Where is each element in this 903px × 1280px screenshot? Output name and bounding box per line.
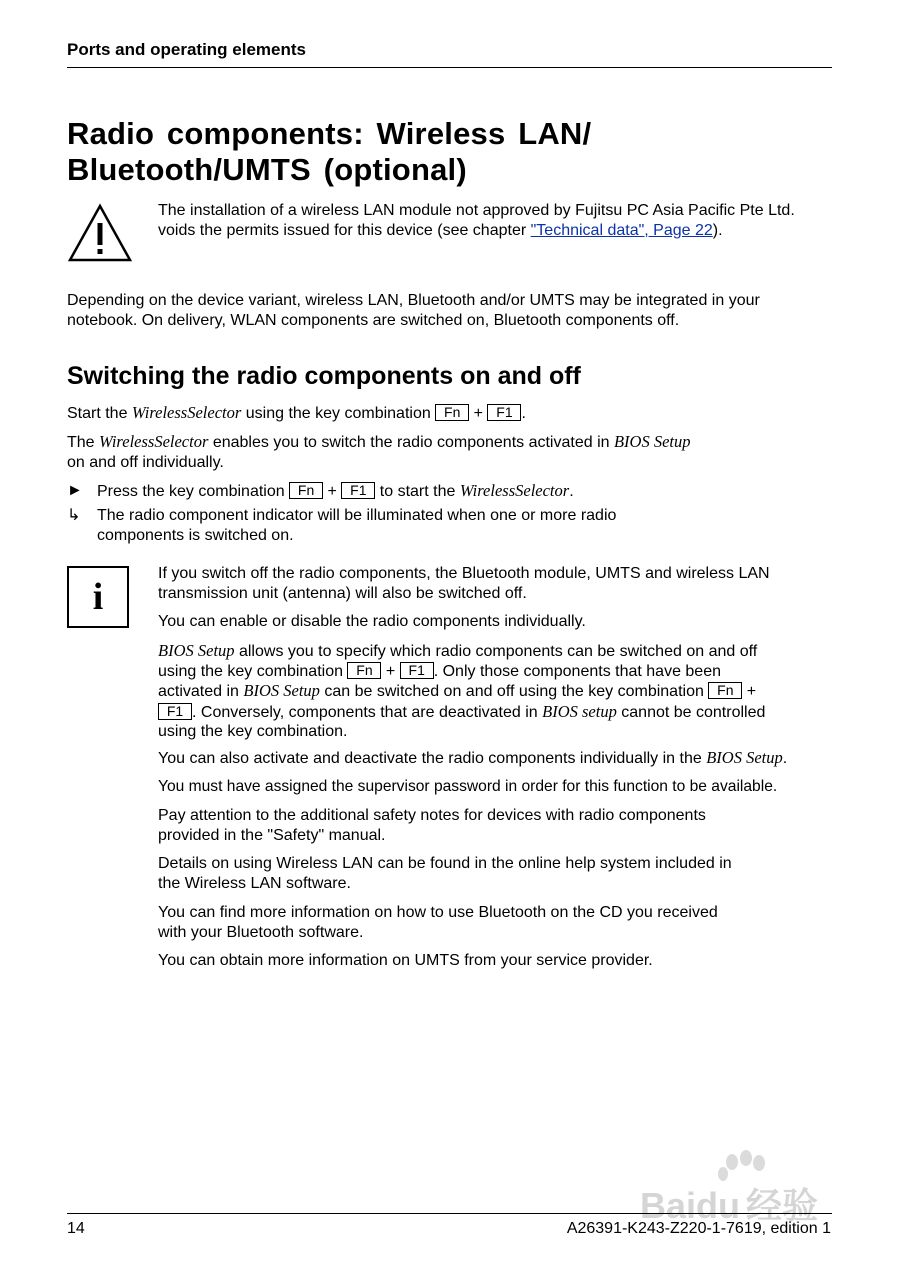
warning-text: The installation of a wireless LAN module not approved by Fujitsu PC Asia Pacific Pte Ltd. voids the permits issued for this device (see chapter "Technical data", Page 22). <box>158 202 795 239</box>
section-title <box>67 116 591 188</box>
f1-key: F1 <box>400 662 434 679</box>
warning-icon <box>67 203 133 263</box>
info-p9: You can obtain more information on UMTS from your service provider. <box>158 952 653 969</box>
step-bullet: ► <box>67 482 83 499</box>
f1-key: F1 <box>341 482 375 499</box>
f1-key: F1 <box>487 404 521 421</box>
header-rule <box>67 67 832 68</box>
intro-paragraph: Depending on the device variant, wireless LAN, Bluetooth and/or UMTS may be integrated in your notebook. On delivery, WLAN components are switched on, Bluetooth components off. <box>67 292 760 329</box>
section-title-line1: Radio components: Wireless LAN/ <box>67 116 592 151</box>
technical-data-link[interactable]: "Technical data", Page 22 <box>530 221 713 239</box>
selector-paragraph: The WirelessSelector enables you to switch the radio components activated in BIOS Setup on and off individually. <box>67 432 691 471</box>
fn-key: Fn <box>435 404 469 421</box>
running-header: Ports and operating elements <box>67 40 306 59</box>
step-text: Press the key combination Fn + F1 to start the WirelessSelector. <box>97 481 574 500</box>
footer-rule <box>67 1213 832 1214</box>
info-p6: Pay attention to the additional safety notes for devices with radio components provided in the "Safety" manual. <box>158 807 706 844</box>
info-icon: i <box>67 566 129 628</box>
watermark-jy: 经验 <box>746 1185 819 1226</box>
subsection-title: Switching the radio components on and off <box>67 362 581 390</box>
fn-key: Fn <box>708 682 742 699</box>
watermark-baidu: Baidu <box>640 1185 741 1226</box>
info-p1: If you switch off the radio components, the Bluetooth module, UMTS and wireless LAN transmission unit (antenna) will also be switched off. <box>158 565 770 602</box>
info-p7: Details on using Wireless LAN can be found in the online help system included in the Wireless LAN software. <box>158 855 732 892</box>
section-title-line2: Bluetooth/UMTS (optional) <box>67 152 467 187</box>
info-p2: You can enable or disable the radio components individually. <box>158 613 586 630</box>
start-instruction: Start the WirelessSelector using the key combination Fn + F1 . <box>67 403 526 422</box>
info-p4: You can also activate and deactivate the radio components individually in the BIOS Setup. <box>158 748 788 767</box>
page-number: 14 <box>67 1220 85 1237</box>
fn-key: Fn <box>347 662 381 679</box>
result-text: The radio component indicator will be illuminated when one or more radio components is switched on. <box>97 507 617 544</box>
fn-key: Fn <box>289 482 323 499</box>
info-p5: You must have assigned the supervisor password in order for this function to be available. <box>158 778 778 795</box>
result-bullet: ↳ <box>67 507 81 524</box>
document-id: A26391-K243-Z220-1-7619, edition 1 <box>566 1220 831 1237</box>
f1-key: F1 <box>158 703 192 720</box>
info-p3: BIOS Setup allows you to specify which radio components can be switched on and off using the key combination Fn + F1 . Only those components that have been activated in BIOS Setup can be switched on and off using the key combination Fn + F1 . Conversely, components that are deactivated in BIOS setup cannot be controlled using the key combination. <box>158 641 766 740</box>
info-p8: You can find more information on how to use Bluetooth on the CD you received with your Bluetooth software. <box>158 904 718 941</box>
